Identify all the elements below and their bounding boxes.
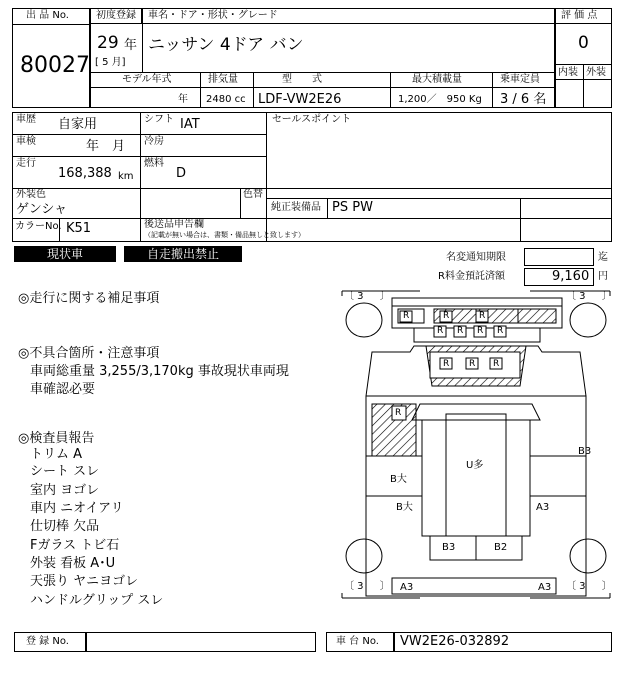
model-year-label: モデル年式	[122, 74, 172, 85]
recycle-fee-label: R料金預託済額	[438, 271, 505, 282]
tire-label: 〔 3 〕	[344, 291, 390, 302]
notice-deadline-label: 名変通知期限	[446, 252, 506, 263]
eval-label: 評 価 点	[561, 10, 598, 21]
displacement-value: 2480 cc	[206, 94, 246, 105]
reg-no-value-cell	[86, 632, 316, 652]
color-change-label: 色替	[243, 189, 263, 200]
tire-label: 〔 3 〕	[566, 581, 612, 592]
running-notes-title: ◎走行に関する補足事項	[18, 291, 160, 306]
damage-mark: A3	[536, 502, 550, 513]
recycle-fee-amount: 9,160	[552, 269, 590, 284]
inspector-line: ハンドルグリップ スレ	[30, 593, 164, 608]
color-value: ゲンシャ	[16, 202, 68, 217]
max-load-label: 最大積載量	[412, 74, 462, 85]
chassis-number: VW2E26-032892	[400, 634, 510, 649]
damage-mark: B大	[396, 502, 413, 513]
left-window	[422, 420, 446, 536]
inspector-line: Fガラス トビ石	[30, 538, 120, 553]
defect-line-2: 車確認必要	[30, 382, 96, 397]
history-label: 車歴	[16, 114, 36, 125]
reg-month: [ 5 月]	[95, 57, 126, 68]
damage-mark: B3	[442, 542, 456, 553]
inspector-line: トリム A	[30, 447, 83, 462]
tire-label: 〔 3 〕	[344, 581, 390, 592]
self-carry-ban-badge: 自走搬出禁止	[124, 246, 242, 262]
fuel-value: D	[176, 166, 187, 181]
reg-no-label: 登 録 No.	[26, 636, 69, 647]
chassis-label: 車 台 No.	[336, 636, 379, 647]
damage-mark: R	[437, 326, 444, 336]
rear-bumper	[392, 578, 556, 594]
damage-mark: R	[477, 326, 484, 336]
docs-note: （記載が無い場合は、書類・備品無しと致します）	[144, 231, 305, 239]
displacement-label: 排気量	[208, 74, 238, 85]
damage-mark: R	[469, 359, 476, 369]
defect-line-1: 車両総重量 3,255/3,170kg 事故現状車両現	[30, 364, 289, 379]
color-no-label: カラーNo.	[15, 221, 62, 232]
roof-front-edge	[392, 298, 562, 306]
model-label: 型 式	[282, 74, 322, 85]
recycle-fee-unit: 円	[598, 271, 608, 282]
tire-label: 〔 3 〕	[566, 291, 612, 302]
damage-mark: R	[443, 359, 450, 369]
front-bench	[412, 404, 540, 420]
history-value: 自家用	[58, 117, 98, 132]
inspector-line: 室内 ヨゴレ	[30, 483, 100, 498]
inspector-line: 仕切棒 欠品	[30, 519, 100, 534]
damage-mark: B3	[578, 446, 592, 457]
inspector-report-title: ◎検査員報告	[18, 431, 95, 446]
damage-mark: R	[395, 408, 402, 418]
tire-rear-right	[570, 539, 606, 573]
damage-mark: R	[497, 326, 504, 336]
color-label: 外装色	[16, 189, 46, 200]
inspector-line: シート スレ	[30, 464, 100, 479]
inspector-line: 外装 看板 A･U	[30, 556, 116, 571]
lot-label: 出 品 No.	[26, 10, 69, 21]
inspector-line: 車内 ニオイアリ	[30, 501, 124, 516]
damage-mark: R	[493, 359, 500, 369]
damage-mark: R	[479, 311, 486, 321]
defect-notes-title: ◎不具合箇所・注意事項	[18, 346, 160, 361]
damage-mark: A3	[400, 582, 414, 593]
shift-label: シフト	[144, 114, 174, 125]
equipment-label: 純正装備品	[271, 202, 321, 213]
capacity-label: 乗車定員	[500, 74, 540, 85]
shift-value: IAT	[180, 117, 200, 132]
max-load-value: 1,200／ 950 Kg	[398, 94, 482, 105]
tire-rear-left	[346, 539, 382, 573]
mileage-label: 走行	[16, 158, 36, 169]
damage-mark: R	[443, 311, 450, 321]
tire-front-right	[570, 303, 606, 337]
damage-mark: A3	[538, 582, 552, 593]
roof-panel-4	[518, 309, 556, 323]
damage-mark: B大	[390, 474, 407, 485]
damage-mark: U多	[466, 460, 484, 471]
eval-score: 0	[578, 33, 589, 53]
color-no-value: K51	[66, 221, 92, 236]
fuel-label: 燃料	[144, 158, 164, 169]
reg-year-unit: 年	[124, 38, 138, 53]
first-reg-label: 初度登録	[96, 10, 136, 21]
notice-deadline-unit: 迄	[598, 252, 608, 263]
damage-mark: R	[403, 311, 410, 321]
damage-mark: R	[457, 326, 464, 336]
inspection-value: 年 月	[86, 139, 126, 154]
interior-label: 内装	[558, 67, 578, 78]
inspector-line: 天張り ヤニヨゴレ	[30, 574, 139, 589]
equipment-value: PS PW	[332, 200, 373, 215]
tire-front-left	[346, 303, 382, 337]
model-year-unit: 年	[178, 94, 188, 105]
mileage-value: 168,388	[58, 166, 112, 181]
inspection-label: 車検	[16, 136, 36, 147]
docs-label: 後送品申告欄	[144, 219, 204, 230]
mileage-unit: km	[118, 171, 134, 182]
right-window	[506, 420, 530, 536]
lot-number: 80027	[20, 53, 90, 78]
car-label: 車名・ドア・形状・グレード	[148, 10, 278, 21]
sales-point-label: セールスポイント	[272, 114, 352, 125]
reg-year: 29	[97, 33, 119, 53]
exterior-label: 外装	[586, 67, 606, 78]
current-status-badge: 現状車	[14, 246, 116, 262]
cabin-center	[446, 414, 506, 536]
model-code: LDF-VW2E26	[258, 92, 342, 107]
aircon-label: 冷房	[144, 136, 164, 147]
damage-mark: B2	[494, 542, 508, 553]
capacity-value: 3 / 6 名	[500, 92, 547, 107]
car-name: ニッサン 4ドア バン	[148, 35, 304, 55]
